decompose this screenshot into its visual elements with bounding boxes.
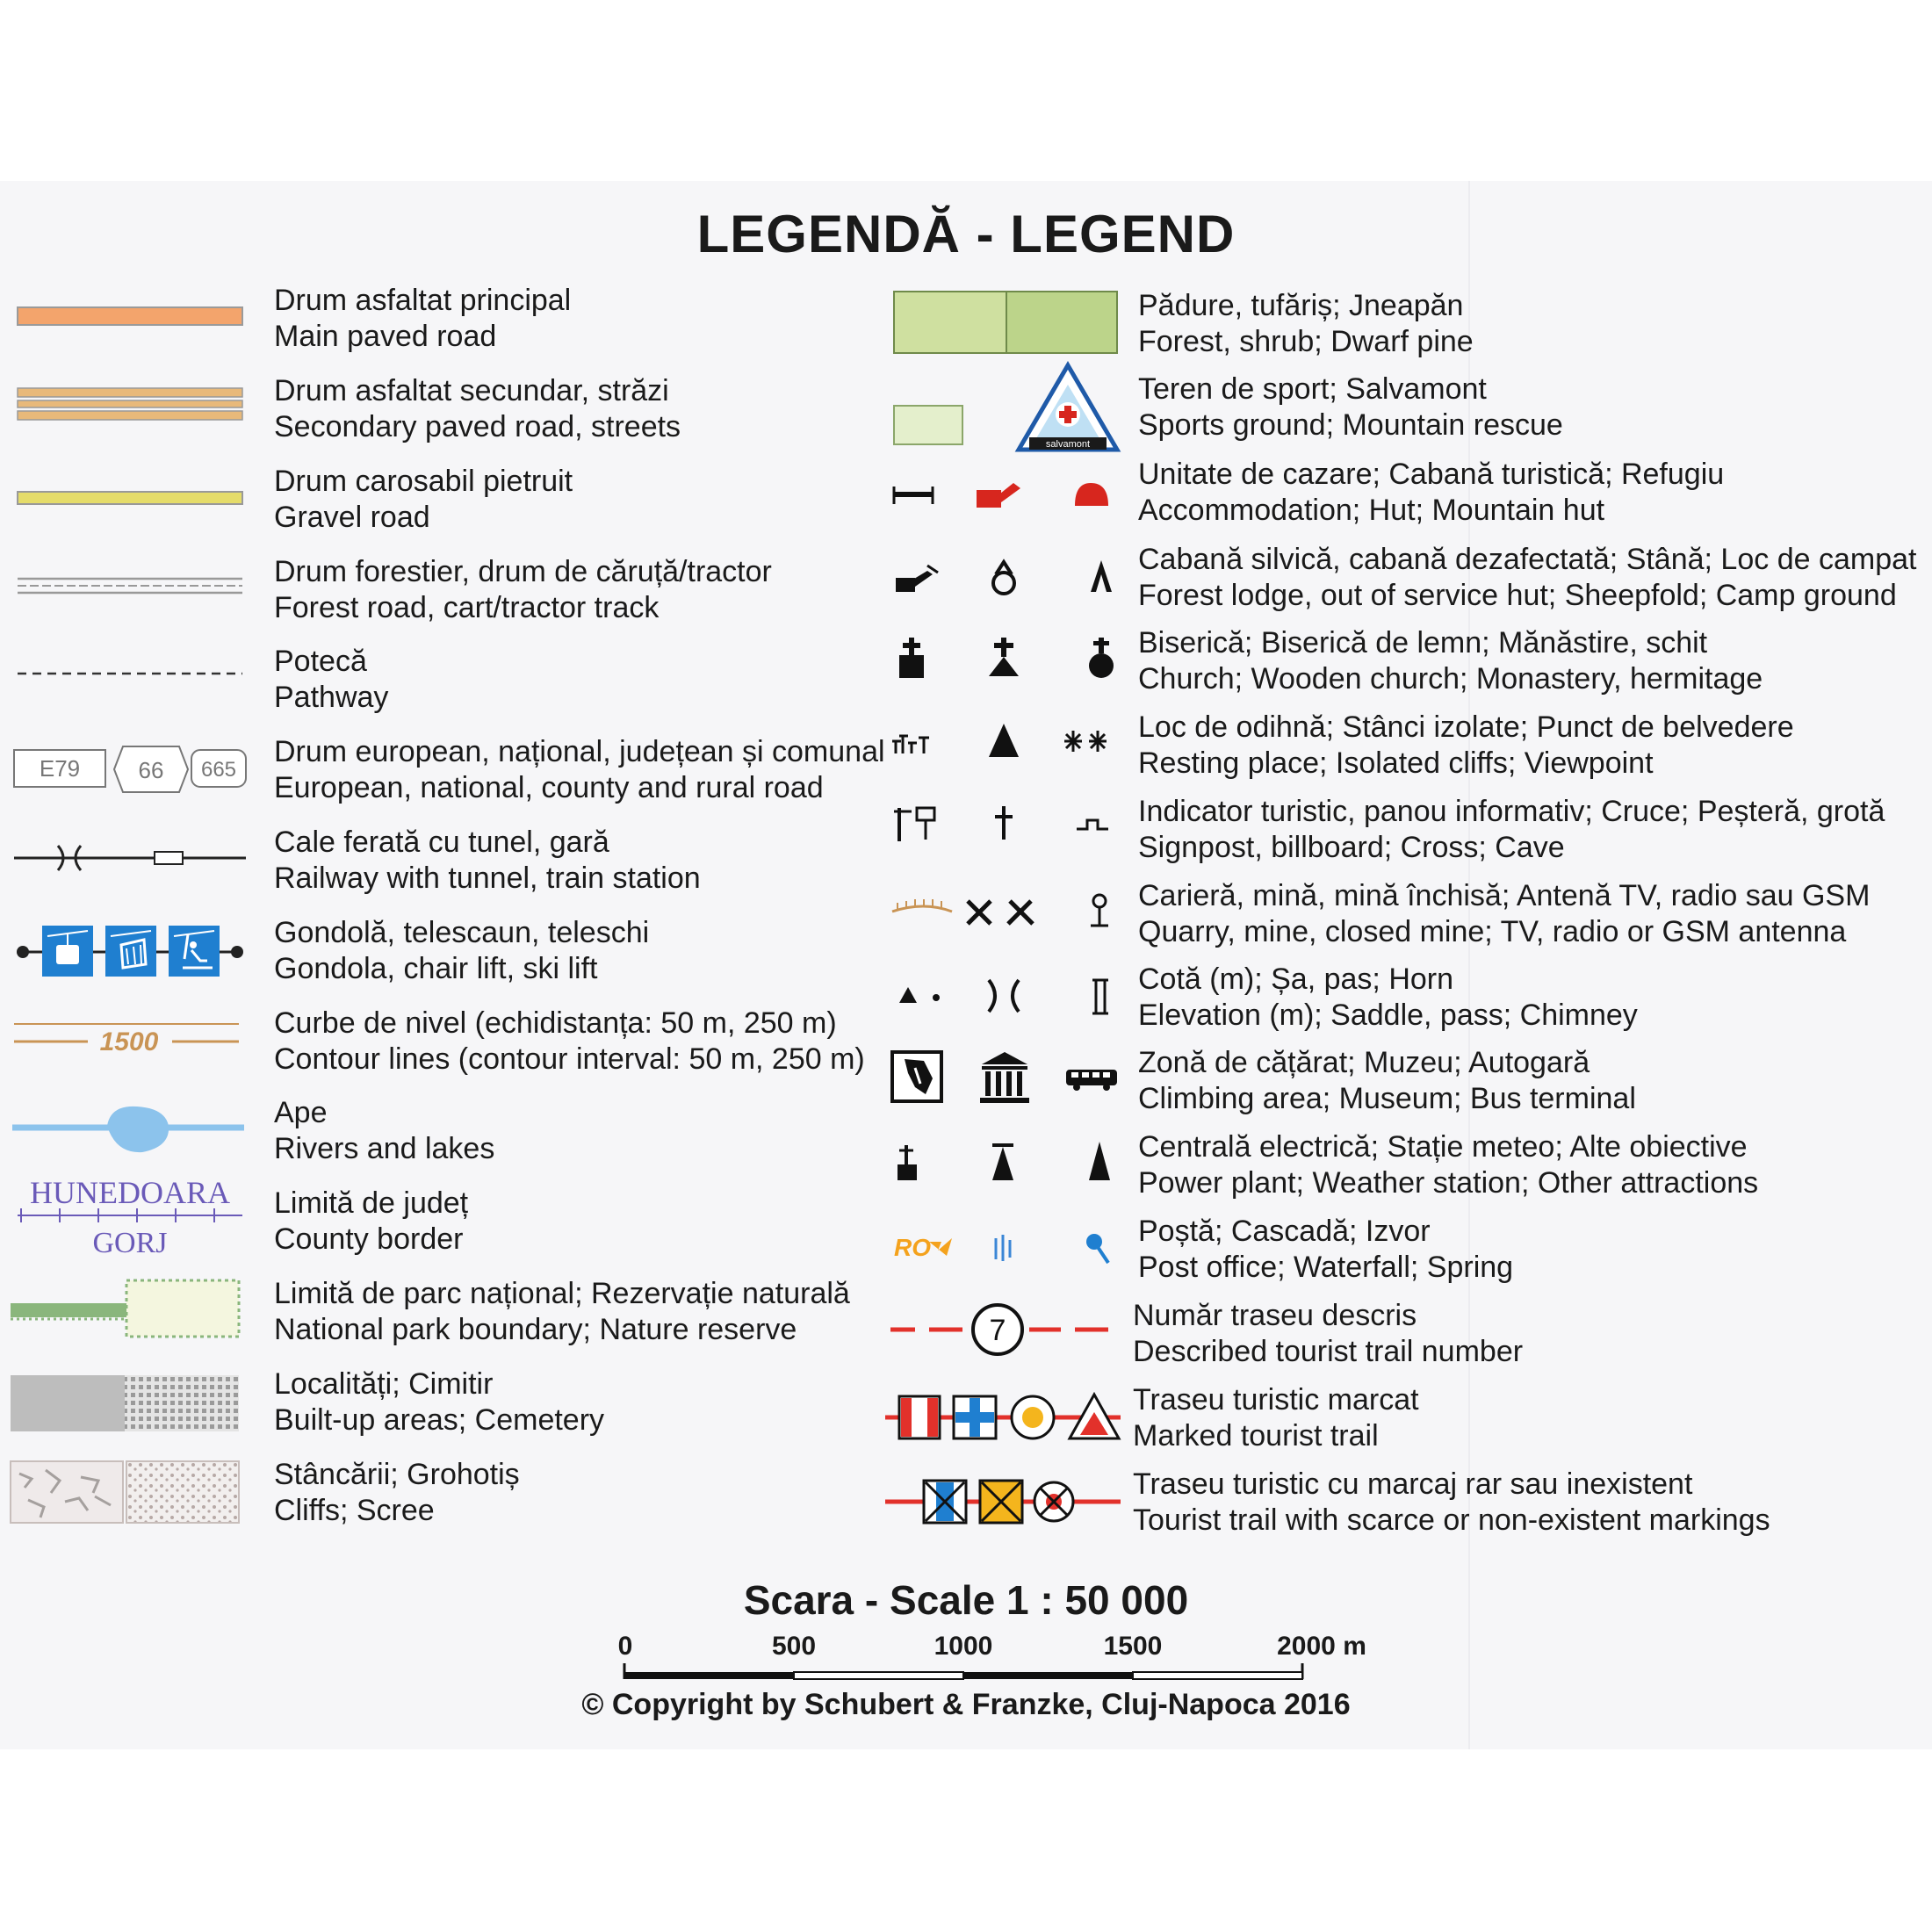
monastery-icon bbox=[1089, 638, 1114, 678]
accommodation-symbols bbox=[892, 471, 1121, 515]
legend-entry-lodge: Cabană silvică, cabană dezafectată; Stână; Loc de campat Forest lodge, out of service hut; Sheepfold; Camp ground bbox=[1138, 543, 1917, 612]
shield-66-label: 66 bbox=[138, 757, 164, 783]
main-paved-road-symbol bbox=[18, 304, 242, 330]
legend-entry-salvamont: Teren de sport; Salvamont Sports ground; Mountain rescue bbox=[1138, 372, 1563, 442]
weather-station-icon bbox=[992, 1145, 1013, 1180]
signpost-symbols bbox=[892, 799, 1121, 848]
secondary-road-symbol bbox=[18, 385, 242, 423]
scale-tick-1500: 1500 bbox=[1103, 1632, 1163, 1661]
legend-entry-cliffs: Stâncării; Grohotiș Cliffs; Scree bbox=[274, 1458, 520, 1527]
legend-entry-road-numbers: Drum european, național, județean și comunal European, national, county and rural road bbox=[274, 735, 885, 804]
road-number-shields bbox=[12, 743, 249, 796]
saddle-icon bbox=[989, 980, 1019, 1012]
gravel-road-symbol bbox=[18, 488, 242, 511]
waterfall-icon bbox=[996, 1235, 1010, 1261]
bed-icon bbox=[894, 487, 933, 504]
hut-icon bbox=[977, 483, 1020, 508]
scale-tick-0: 0 bbox=[617, 1632, 633, 1661]
cliffs-scree-symbol bbox=[11, 1461, 242, 1523]
legend-entry-accommodation: Unitate de cazare; Cabană turistică; Refugiu Accommodation; Hut; Mountain hut bbox=[1138, 458, 1725, 527]
other-attraction-icon bbox=[1089, 1142, 1110, 1180]
legend-entry-forest: Pădure, tufăriș; Jneapăn Forest, shrub; Dwarf pine bbox=[1138, 289, 1474, 358]
legend-entry-rest: Loc de odihnă; Stânci izolate; Punct de belvedere Resting place; Isolated cliffs; Viewpoint bbox=[1138, 710, 1794, 780]
mine-symbols bbox=[889, 880, 1121, 938]
salvamont-label: salvamont bbox=[1045, 439, 1091, 450]
pathway-symbol bbox=[18, 669, 242, 678]
sheepfold-icon bbox=[993, 562, 1014, 594]
lift-symbols bbox=[12, 919, 249, 977]
scale-tick-500: 500 bbox=[771, 1632, 817, 1661]
scale-segment-3 bbox=[963, 1672, 1133, 1679]
spring-icon bbox=[1086, 1234, 1108, 1263]
lodge-symbols bbox=[892, 555, 1121, 599]
trail-number-symbol bbox=[889, 1303, 1122, 1359]
post-label: RO bbox=[894, 1234, 931, 1261]
scale-tick-1000: 1000 bbox=[934, 1632, 993, 1661]
legend-entry-trail-number: Număr traseu descris Described tourist trail number bbox=[1133, 1299, 1524, 1368]
scale-segment-1 bbox=[624, 1672, 794, 1679]
post-symbols bbox=[889, 1222, 1122, 1272]
church-icon bbox=[899, 638, 924, 678]
copyright-notice: © Copyright by Schubert & Franzke, Cluj-Napoca 2016 bbox=[581, 1688, 1351, 1721]
unmarked-trail-symbol bbox=[883, 1475, 1124, 1528]
wooden-church-icon bbox=[989, 638, 1019, 676]
bus-terminal-icon bbox=[1066, 1070, 1117, 1091]
legend-entry-elevation: Cotă (m); Șa, pas; Horn Elevation (m); Saddle, pass; Chimney bbox=[1138, 962, 1638, 1032]
chimney-icon bbox=[1092, 980, 1108, 1013]
power-plant-icon bbox=[898, 1145, 917, 1180]
power-symbols bbox=[889, 1138, 1122, 1187]
legend-entry-lifts: Gondolă, telescaun, teleschi Gondola, chair lift, ski lift bbox=[274, 916, 650, 985]
scale-segment-4 bbox=[1133, 1672, 1302, 1679]
scale-segment-2 bbox=[794, 1672, 963, 1679]
scale-bar bbox=[622, 1662, 1307, 1683]
scale-title: Scara - Scale 1 : 50 000 bbox=[743, 1577, 1189, 1623]
blue-crossed-marker-icon bbox=[924, 1481, 966, 1523]
legend-entry-secondary-road: Drum asfaltat secundar, străzi Secondary paved road, streets bbox=[274, 374, 681, 443]
post-office-icon bbox=[894, 1234, 952, 1261]
legend-entry-signpost: Indicator turistic, panou informativ; Cruce; Peșteră, grotă Signpost, billboard; Cross; Cave bbox=[1138, 795, 1885, 864]
salvamont-icon bbox=[1019, 365, 1117, 450]
shield-e79-label: E79 bbox=[39, 755, 81, 782]
legend-entry-main-paved-road: Drum asfaltat principal Main paved road bbox=[274, 284, 572, 353]
park-boundary-symbol bbox=[11, 1279, 242, 1340]
mountain-hut-icon bbox=[1075, 483, 1108, 506]
museum-icon bbox=[980, 1052, 1029, 1103]
signpost-icon bbox=[894, 808, 912, 841]
county-name-hunedoara: HUNEDOARA bbox=[30, 1175, 230, 1210]
legend-entry-builtup: Localități; Cimitir Built-up areas; Cemetery bbox=[274, 1367, 605, 1437]
climbing-area-icon bbox=[892, 1052, 941, 1101]
church-symbols bbox=[892, 634, 1121, 683]
county-name-gorj: GORJ bbox=[92, 1227, 168, 1259]
closed-mine-icon bbox=[1008, 901, 1033, 924]
legend-entry-power: Centrală electrică; Stație meteo; Alte obiective Power plant; Weather station; Other attractions bbox=[1138, 1130, 1759, 1200]
quarry-icon bbox=[892, 906, 952, 912]
sports-salvamont-symbol bbox=[892, 362, 1121, 455]
legend-entry-marked-trail: Traseu turistic marcat Marked tourist trail bbox=[1133, 1383, 1419, 1453]
red-stripe-marker-icon bbox=[899, 1396, 940, 1438]
rest-symbols bbox=[892, 718, 1121, 768]
county-border-symbol bbox=[18, 1173, 246, 1261]
shield-665-label: 665 bbox=[200, 758, 237, 782]
contour-value-label: 1500 bbox=[99, 1027, 159, 1056]
forest-symbol bbox=[892, 290, 1121, 357]
contour-symbol bbox=[14, 1020, 244, 1061]
climbing-symbols bbox=[889, 1049, 1122, 1107]
legend-entry-unmarked-trail: Traseu turistic cu marcaj rar sau inexistent Tourist trail with scarce or non-existent markings bbox=[1133, 1467, 1770, 1537]
legend-entry-mine: Carieră, mină, mină închisă; Antenă TV, radio sau GSM Quarry, mine, closed mine; TV, radio or GSM antenna bbox=[1138, 879, 1871, 948]
cave-icon bbox=[1077, 820, 1108, 829]
antenna-icon bbox=[1091, 895, 1108, 926]
legend-entry-contours: Curbe de nivel (echidistanța: 50 m, 250 m) Contour lines (contour interval: 50 m, 250 m) bbox=[274, 1006, 865, 1076]
red-crossed-circle-icon bbox=[1034, 1482, 1073, 1521]
legend-entry-church: Biserică; Biserică de lemn; Mănăstire, schit Church; Wooden church; Monastery, hermitage bbox=[1138, 626, 1763, 696]
trail-number-label: 7 bbox=[989, 1314, 1006, 1347]
legend-entry-railway: Cale ferată cu tunel, gară Railway with tunnel, train station bbox=[274, 825, 701, 895]
legend-entry-park-boundary: Limită de parc național; Rezervație naturală National park boundary; Nature reserve bbox=[274, 1277, 850, 1346]
legend-entry-forest-road: Drum forestier, drum de căruță/tractor Forest road, cart/tractor track bbox=[274, 555, 772, 624]
cross-icon bbox=[995, 806, 1013, 840]
resting-place-icon bbox=[892, 736, 929, 753]
scale-tick-2000: 2000 m bbox=[1277, 1632, 1366, 1661]
legend-entry-pathway: Potecă Pathway bbox=[274, 645, 389, 714]
forest-road-symbol bbox=[18, 575, 242, 598]
isolated-cliffs-icon bbox=[989, 724, 1019, 757]
marked-trail-symbol bbox=[883, 1391, 1124, 1444]
legend-entry-water: Ape Rivers and lakes bbox=[274, 1096, 495, 1165]
billboard-icon bbox=[917, 808, 934, 840]
elevation-dot-icon bbox=[933, 994, 940, 1001]
yellow-dot-marker-icon bbox=[1012, 1396, 1054, 1438]
viewpoint-icon bbox=[1064, 731, 1107, 752]
blue-cross-marker-icon bbox=[954, 1396, 996, 1438]
legend-entry-climbing: Zonă de cățărat; Muzeu; Autogară Climbing area; Museum; Bus terminal bbox=[1138, 1046, 1636, 1115]
elevation-point-icon bbox=[899, 987, 917, 1003]
elevation-symbols bbox=[892, 973, 1121, 1019]
yellow-crossed-marker-icon bbox=[980, 1481, 1022, 1523]
legend-entry-county-border: Limită de județ County border bbox=[274, 1186, 469, 1256]
legend-entry-post: Poștă; Cascadă; Izvor Post office; Waterfall; Spring bbox=[1138, 1215, 1514, 1284]
water-symbol bbox=[12, 1099, 244, 1159]
legend-entry-gravel-road: Drum carosabil pietruit Gravel road bbox=[274, 465, 573, 534]
legend-title: LEGENDĂ - LEGEND bbox=[696, 205, 1236, 263]
railway-symbol bbox=[14, 843, 246, 873]
forest-lodge-icon bbox=[896, 566, 938, 592]
builtup-symbol bbox=[11, 1375, 242, 1431]
camp-ground-icon bbox=[1091, 560, 1112, 592]
mine-icon bbox=[968, 901, 991, 924]
